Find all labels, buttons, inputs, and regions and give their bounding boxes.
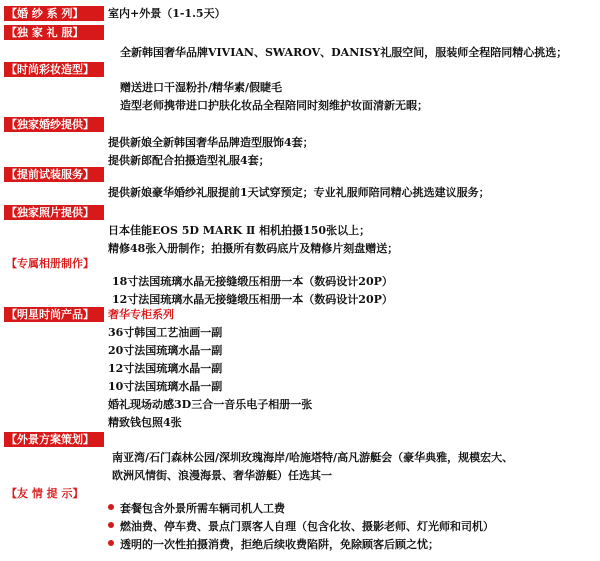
section-label: 【友 情 提 示】 [6, 487, 84, 500]
section-line: 提供新娘全新韩国奢华品牌造型服饰4套； [108, 136, 314, 149]
section-label: 【时尚彩妆造型】 [4, 62, 104, 77]
section-label: 【明星时尚产品】 [4, 307, 104, 322]
section-line: 20寸法国琉璃水晶一副 [108, 344, 223, 357]
bullet-icon [108, 522, 114, 528]
section-line: 36寸韩国工艺油画一副 [108, 326, 223, 339]
section-line: 提供新郎配合拍摄造型礼服4套； [108, 154, 270, 167]
section-line: 10寸法国琉璃水晶一副 [108, 380, 223, 393]
tip-text: 透明的一次性拍摄消费，拒绝后续收费陷阱，免除顾客后顾之忧； [120, 538, 439, 551]
section-label: 【独家照片提供】 [4, 205, 104, 220]
section-line: 日本佳能EOS 5D MARK Ⅱ 相机拍摄150张以上； [108, 224, 371, 237]
section-line: 12寸法国琉璃水晶一副 [108, 362, 223, 375]
bullet-icon [108, 540, 114, 546]
section-label: 【外景方案策划】 [4, 432, 104, 447]
section-label: 【婚 纱 系 列】 [4, 6, 104, 21]
section-label: 【独家婚纱提供】 [4, 117, 104, 132]
section-line: 12寸法国琉璃水晶无接缝缎压相册一本（数码设计20P） [112, 293, 393, 306]
section-line: 造型老师携带进口护肤化妆品全程陪同时刻维护妆面清新无暇； [120, 99, 428, 112]
section-line: 提供新娘豪华婚纱礼服提前1天试穿预定；专业礼服师陪同精心挑选建议服务； [108, 186, 490, 199]
section-line: 全新韩国奢华品牌VIVIAN、SWAROV、DANISY礼服空间，服装师全程陪同精心挑选； [120, 46, 568, 59]
section-line: 南亚湾/石门森林公园/深圳玫瑰海岸/哈施塔特/高凡游艇会（豪华典雅，规模宏大、 [112, 451, 514, 464]
section-line: 精致钱包照4张 [108, 416, 182, 429]
tip-text: 套餐包含外景所需车辆司机人工费 [120, 502, 285, 515]
bullet-icon [108, 504, 114, 510]
tip-item [108, 501, 285, 516]
section-label: 【独 家 礼 服】 [4, 25, 104, 40]
tip-text: 燃油费、停车费、景点门票客人自理（包含化妆、摄影老师、灯光师和司机） [120, 520, 494, 533]
section-line: 18寸法国琉璃水晶无接缝缎压相册一本（数码设计20P） [112, 275, 393, 288]
tip-item [108, 519, 494, 534]
section-line: 欧洲风情街、浪漫海景、奢华游艇）任选其一 [112, 469, 332, 482]
section-line: 室内+外景（1-1.5天） [108, 7, 226, 20]
section-line: 奢华专柜系列 [108, 308, 174, 321]
section-label: 【提前试装服务】 [4, 167, 104, 182]
section-label: 【专属相册制作】 [6, 257, 94, 270]
section-line: 精修48张入册制作；拍摄所有数码底片及精修片刻盘赠送； [108, 242, 399, 255]
tip-item [108, 537, 439, 552]
section-line: 赠送进口干湿粉扑/精华素/假睫毛 [120, 81, 283, 94]
section-line: 婚礼现场动感3D三合一音乐电子相册一张 [108, 398, 313, 411]
